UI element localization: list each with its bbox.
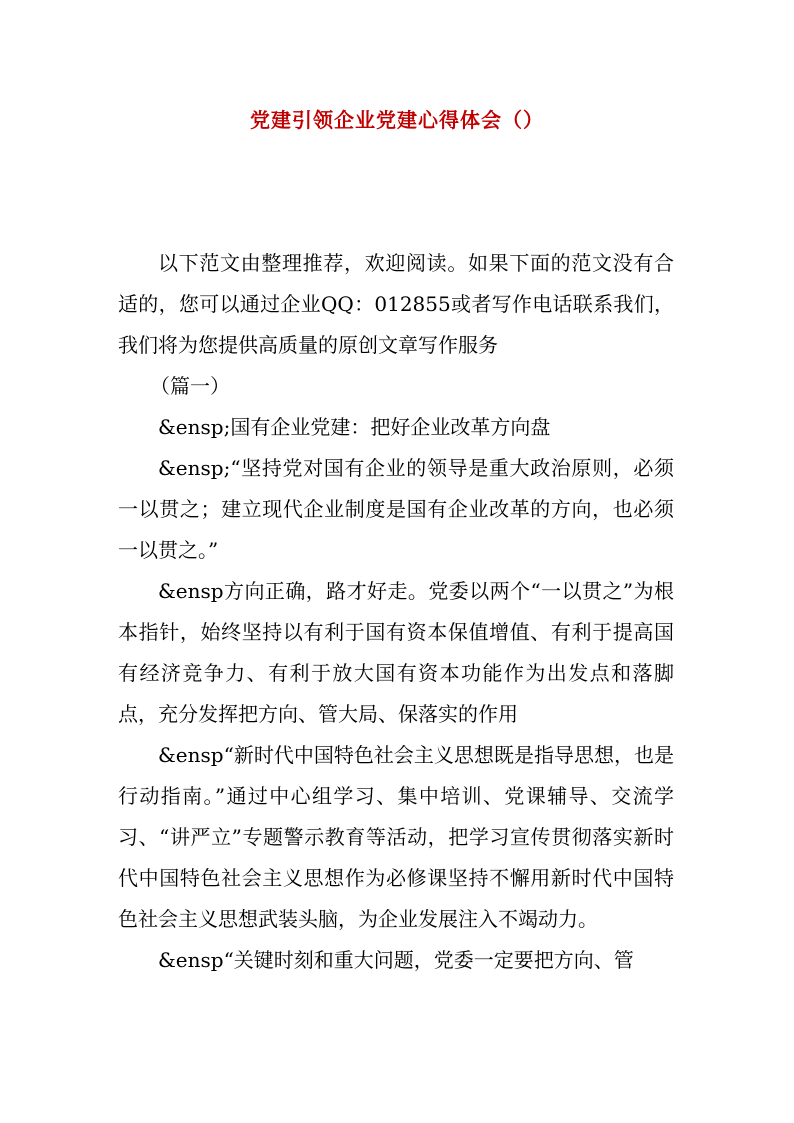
body-paragraph: &ensp方向正确，路才好走。党委以两个“一以贯之”为根本指针，始终坚持以有利于国有资本保值增值、有利于提高国有经济竞争力、有利于放大国有资本功能作为出发点和落脚点，充分发挥把方向、管大局、保落实的作用: [118, 579, 674, 726]
body-paragraph: &ensp“新时代中国特色社会主义思想既是指导思想，也是行动指南。”通过中心组学习、集中培训、党课辅导、交流学习、“讲严立”专题警示教育等活动，把学习宣传贯彻落实新时代中国特色社会主义思想作为必修课坚持不懈用新时代中国特色社会主义思想武装头脑，为企业发展注入不竭动力。: [118, 743, 674, 931]
document-body: [118, 243, 674, 981]
body-paragraph: &ensp“关键时刻和重大问题，党委一定要把方向、管: [158, 948, 634, 972]
section-heading: &ensp;国有企业党建：把好企业改革方向盘: [158, 415, 551, 439]
intro-paragraph: 以下范文由整理推荐，欢迎阅读。如果下面的范文没有合适的，您可以通过企业QQ：012855或者写作电话联系我们，我们将为您提供高质量的原创文章写作服务: [118, 251, 674, 357]
body-paragraph: &ensp;“坚持党对国有企业的领导是重大政治原则，必须一以贯之；建立现代企业制度是国有企业改革的方向，也必须一以贯之。”: [118, 456, 674, 562]
document-title: 党建引领企业党建心得体会（）: [250, 108, 544, 132]
section-label: （篇一）: [150, 374, 230, 398]
